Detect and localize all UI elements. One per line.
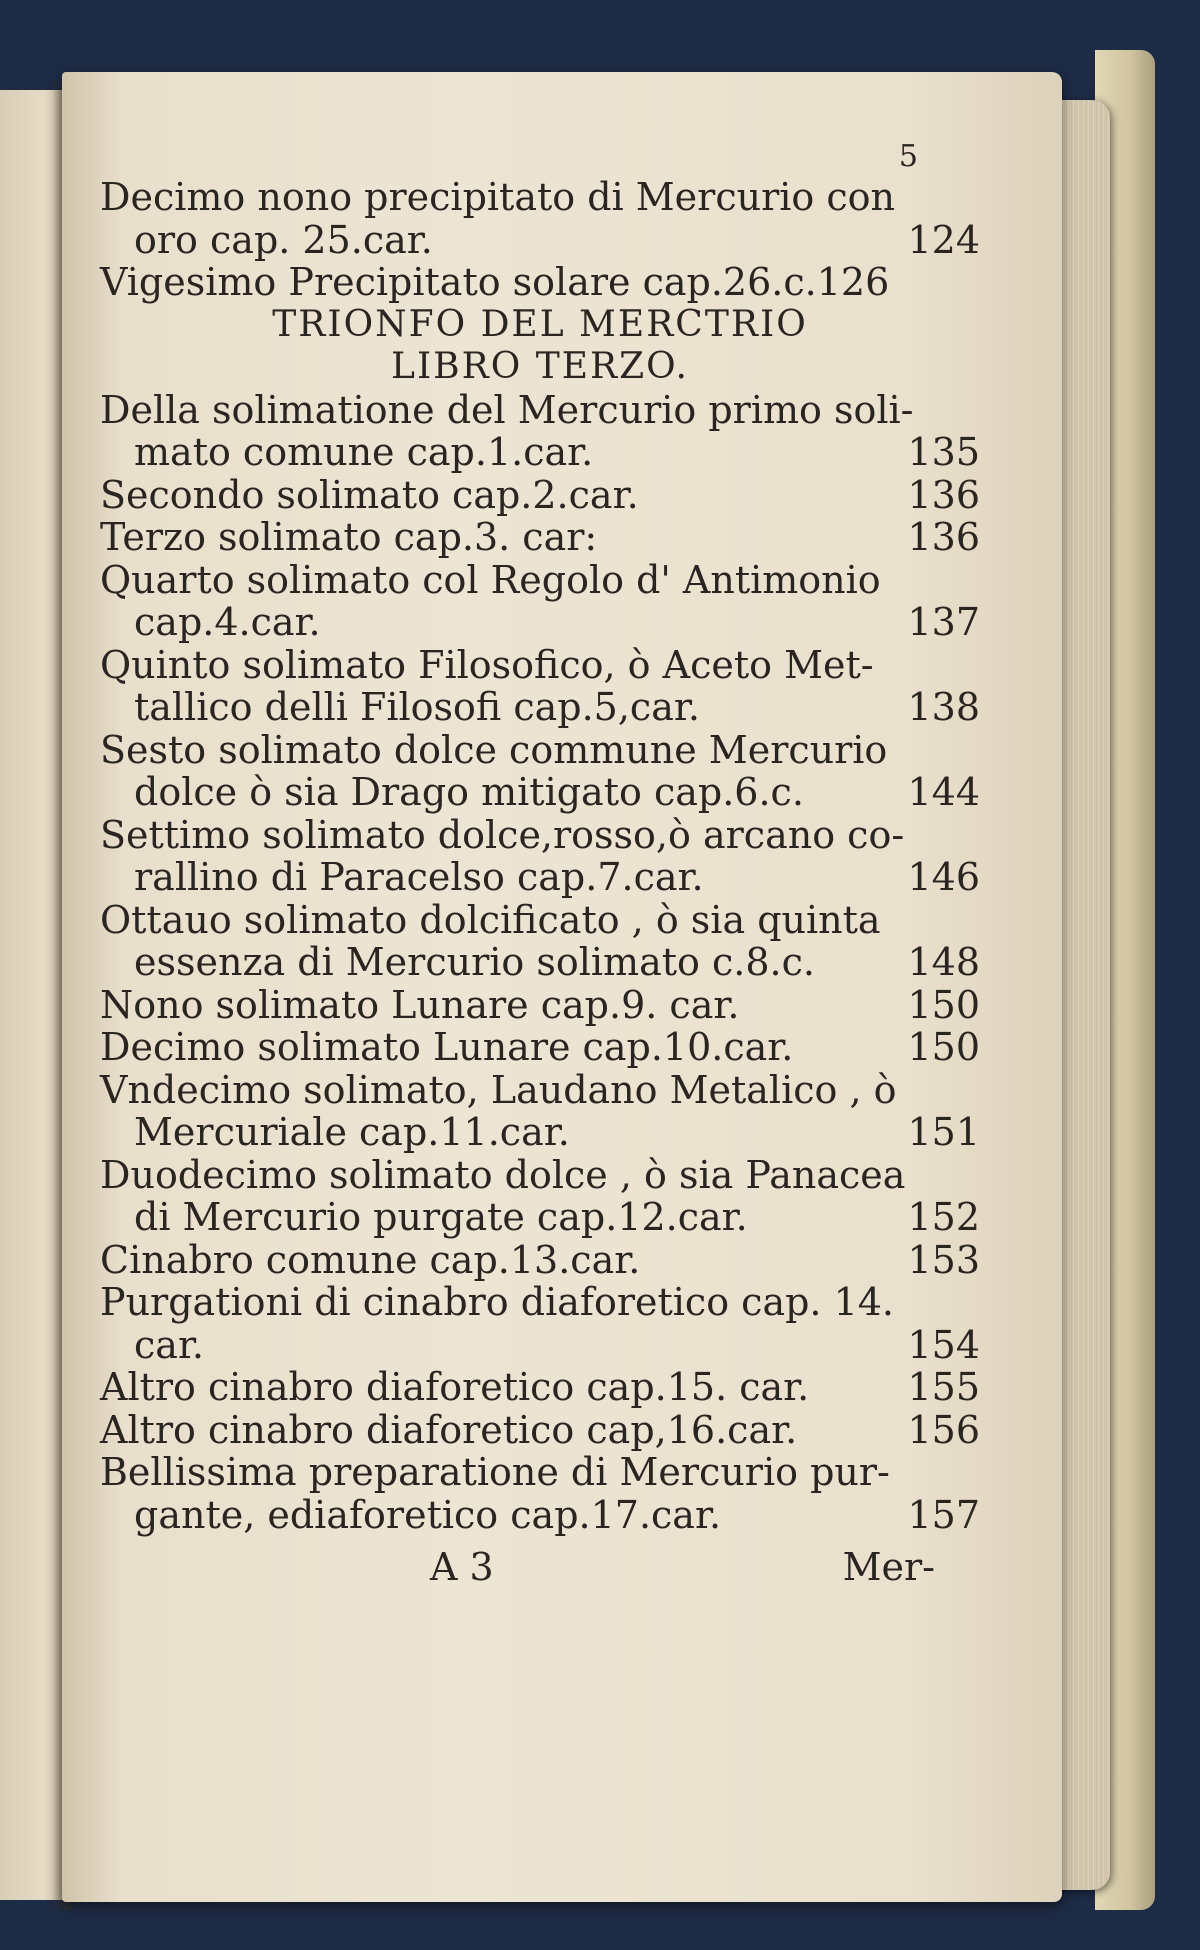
index-line <box>100 1494 980 1537</box>
index-line <box>100 1069 980 1112</box>
index-line <box>100 304 980 347</box>
index-line <box>100 516 980 559</box>
index-line <box>100 1281 980 1324</box>
index-entry-text: tallico delli Filosofi cap.5,car. <box>134 685 700 729</box>
index-line <box>100 559 980 602</box>
index-line <box>100 1196 980 1239</box>
index-line <box>100 771 980 814</box>
index-entry-text: Mercuriale cap.11.car. <box>134 1110 570 1154</box>
index-line <box>100 261 980 304</box>
index-line <box>100 1239 980 1282</box>
index-line <box>100 1451 980 1494</box>
index-entry-page: 153 <box>907 1237 980 1282</box>
signature-line <box>100 1546 980 1596</box>
index-entry-text: Della solimatione del Mercurio primo soli- <box>100 387 914 432</box>
index-entry-text: Bellissima preparatione di Mercurio pur- <box>100 1450 890 1494</box>
index-text-block <box>100 139 980 1596</box>
index-entry-page: 144 <box>907 770 980 814</box>
index-line <box>100 474 980 517</box>
index-lines <box>100 176 980 1536</box>
index-line <box>100 856 980 899</box>
index-entry-page: 135 <box>907 430 980 474</box>
index-line <box>100 176 980 219</box>
index-line <box>100 644 980 687</box>
index-line <box>100 686 980 729</box>
index-entry-text: dolce ò sia Drago mitigato cap.6.c. <box>134 770 804 814</box>
index-line <box>100 219 980 262</box>
index-line <box>100 431 980 474</box>
index-entry-page: 146 <box>907 855 980 899</box>
index-entry-text: Purgationi di cinabro diaforetico cap. 14. <box>100 1280 895 1324</box>
index-line <box>100 601 980 644</box>
folio-number: 5 <box>898 139 918 174</box>
index-entry-text: Cinabro comune cap.13.car. <box>100 1237 641 1282</box>
index-entry-text: Ottauo solimato dolcificato , ò sia quinta <box>100 897 881 942</box>
index-entry-text: Decimo solimato Lunare cap.10.car. <box>100 1025 794 1069</box>
index-entry-text: LIBRO TERZO. <box>391 346 689 387</box>
index-line <box>100 346 980 389</box>
index-entry-page: 136 <box>907 472 980 517</box>
index-entry-text: mato comune cap.1.car. <box>134 430 594 474</box>
index-entry-text: Decimo nono precipitato di Mercurio con <box>100 175 895 219</box>
index-entry-page: 137 <box>907 600 980 644</box>
index-entry-page: 155 <box>907 1365 980 1409</box>
index-entry-text: rallino di Paracelso cap.7.car. <box>134 855 704 899</box>
index-entry-page: 157 <box>907 1492 980 1537</box>
index-entry-page: 148 <box>907 940 980 984</box>
index-line <box>100 899 980 942</box>
index-entry-text: Settimo solimato dolce,rosso,ò arcano co- <box>100 812 905 857</box>
index-entry-page: 152 <box>907 1195 980 1239</box>
index-entry-text: Vigesimo Precipitato solare cap.26.c.126 <box>100 260 890 304</box>
index-entry-page: 150 <box>907 982 980 1027</box>
index-entry-text: Altro cinabro diaforetico cap.15. car. <box>100 1365 810 1409</box>
index-entry-text: oro cap. 25.car. <box>134 217 433 262</box>
index-entry-page: 154 <box>907 1322 980 1367</box>
index-line <box>100 814 980 857</box>
index-line <box>100 1324 980 1367</box>
index-entry-text: Altro cinabro diaforetico cap,16.car. <box>100 1407 798 1452</box>
index-entry-text: essenza di Mercurio solimato c.8.c. <box>134 940 815 984</box>
index-line <box>100 1154 980 1197</box>
index-entry-page: 138 <box>907 685 980 729</box>
index-entry-text: gante, ediaforetico cap.17.car. <box>134 1492 722 1537</box>
index-entry-text: Nono solimato Lunare cap.9. car. <box>100 982 740 1027</box>
index-entry-text: Secondo solimato cap.2.car. <box>100 472 639 517</box>
index-entry-page: 124 <box>907 217 980 262</box>
index-entry-page: 150 <box>907 1025 980 1069</box>
catchword: Mer- <box>842 1545 935 1589</box>
index-entry-text: Quarto solimato col Regolo d' Antimonio <box>100 557 881 602</box>
index-line <box>100 984 980 1027</box>
index-line <box>100 729 980 772</box>
index-entry-page: 151 <box>907 1110 980 1154</box>
index-entry-page: 156 <box>907 1407 980 1452</box>
index-entry-text: di Mercurio purgate cap.12.car. <box>134 1195 748 1239</box>
index-entry-text: cap.4.car. <box>134 600 321 644</box>
signature-mark: A 3 <box>430 1545 494 1589</box>
index-line <box>100 1026 980 1069</box>
index-entry-text: Quinto solimato Filosofico, ò Aceto Met- <box>100 642 874 687</box>
index-entry-text: car. <box>134 1322 205 1367</box>
index-entry-text: TRIONFO DEL MERCTRIO <box>272 303 808 345</box>
index-entry-text: Terzo solimato cap.3. car: <box>100 515 598 559</box>
index-entry-text: Vndecimo solimato, Laudano Metalico , ò <box>100 1067 897 1112</box>
index-entry-text: Sesto solimato dolce commune Mercurio <box>100 727 888 772</box>
index-line <box>100 389 980 432</box>
index-line <box>100 1366 980 1409</box>
index-line <box>100 1111 980 1154</box>
folio-line <box>100 139 980 176</box>
index-entry-text: Duodecimo solimato dolce , ò sia Panacea <box>100 1152 906 1197</box>
index-entry-page: 136 <box>907 515 980 559</box>
index-line <box>100 1409 980 1452</box>
index-line <box>100 941 980 984</box>
